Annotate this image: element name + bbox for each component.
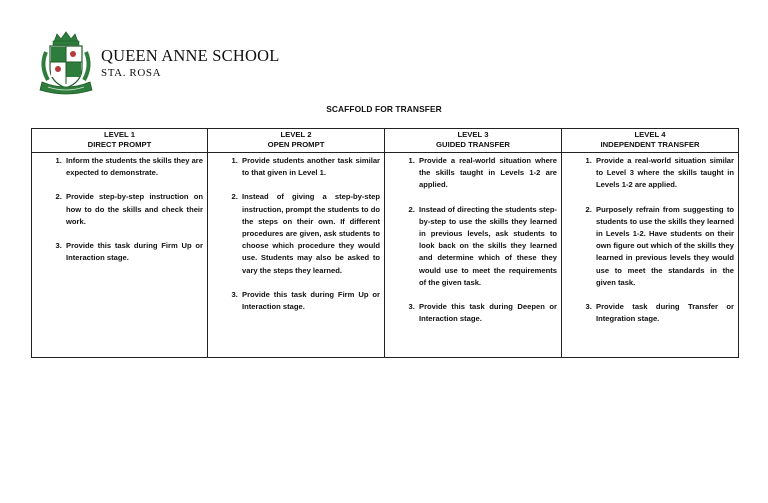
level-label: LEVEL 1	[103, 130, 136, 139]
level-2-cell	[208, 153, 385, 358]
level-name: GUIDED TRANSFER	[436, 140, 510, 149]
list-item: 1. Provide a real-world situation similar to Level 3 where the skills taught in Levels 1-2 are applied.	[594, 155, 734, 192]
level-label: LEVEL 2	[280, 130, 312, 139]
level-4-cell	[562, 153, 739, 358]
school-header	[101, 46, 279, 79]
document-title: SCAFFOLD FOR TRANSFER	[326, 104, 442, 114]
table-row	[32, 153, 739, 358]
column-header-level-4	[562, 129, 739, 153]
list-item: 2. Provide step-by-step instruction on how to do the skills and check their work.	[64, 191, 203, 228]
column-header-level-1	[32, 129, 208, 153]
level-name: OPEN PROMPT	[267, 140, 325, 149]
level-1-cell	[32, 153, 208, 358]
list-item: 1. Inform the students the skills they are expected to demonstrate.	[64, 155, 203, 179]
list-item: 3. Provide this task during Deepen or Interaction stage.	[417, 301, 557, 325]
level-3-list	[387, 155, 557, 325]
list-item: 1. Provide a real-world situation where the skills taught in Levels 1-2 are applied.	[417, 155, 557, 192]
list-item: 2. Purposely refrain from suggesting to students to use the skills they learned in Levels 1-2. Have students on their own figure out which of the skills they learned in previous levels they would use to meet the standards in the given task.	[594, 204, 734, 289]
table-header-row	[32, 129, 739, 153]
level-2-list	[210, 155, 380, 313]
list-item: 2. Instead of giving a step-by-step instruction, prompt the students to do the steps on their own. If different procedures are given, ask students to choose which procedure they would use. Students may also be asked to vary the steps they learned.	[240, 191, 380, 276]
scaffold-table	[31, 128, 739, 358]
level-1-list	[34, 155, 203, 264]
school-location: STA. ROSA	[101, 67, 162, 79]
list-item: 3. Provide this task during Firm Up or Interaction stage.	[64, 240, 203, 264]
list-item: 2. Instead of directing the students step-by-step to use the skills they learned in previous levels, ask students to look back on the skills they learned and determine which of these they would use to meet the requirements of the given task.	[417, 204, 557, 289]
list-item: 3. Provide task during Transfer or Integration stage.	[594, 301, 734, 325]
list-item: 1. Provide students another task similar to that given in Level 1.	[240, 155, 380, 179]
level-label: LEVEL 4	[634, 130, 666, 139]
column-header-level-2	[208, 129, 385, 153]
level-name: DIRECT PROMPT	[87, 140, 152, 149]
list-item: 3. Provide this task during Firm Up or Interaction stage.	[240, 289, 380, 313]
school-crest-icon	[34, 30, 98, 96]
column-header-level-3	[385, 129, 562, 153]
level-name: INDEPENDENT TRANSFER	[600, 140, 700, 149]
level-label: LEVEL 3	[457, 130, 489, 139]
level-3-cell	[385, 153, 562, 358]
level-4-list	[564, 155, 734, 325]
school-name: QUEEN ANNE SCHOOL	[101, 46, 280, 65]
